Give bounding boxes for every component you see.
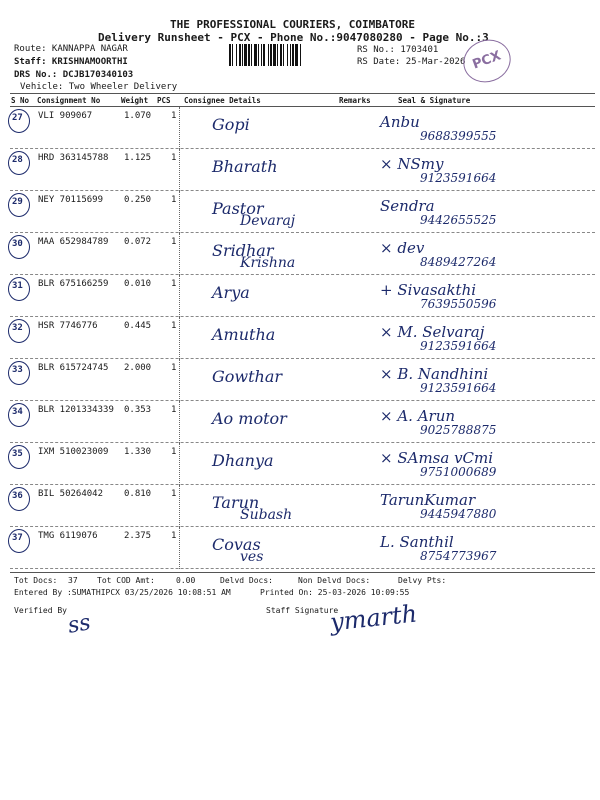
route-label: Route: KANNAPPA NAGAR — [14, 44, 128, 54]
consignee-name: Ao motor — [212, 409, 287, 428]
consignee-name: Gowthar — [212, 367, 283, 386]
column-separator — [179, 527, 180, 569]
consignee-name: Covas — [212, 535, 261, 554]
pcx-stamp: PCX — [457, 33, 516, 89]
row-divider — [10, 190, 595, 191]
column-separator — [179, 443, 180, 485]
signature: Anbu — [380, 113, 420, 131]
signature: L. Santhil — [380, 533, 454, 551]
row-divider — [10, 316, 595, 317]
consignment-number: VLI 909067 — [38, 111, 93, 121]
total-cod-value: 0.00 — [176, 576, 196, 585]
consignee-name: Dhanya — [212, 451, 274, 470]
consignment-number: BIL 50264042 — [38, 489, 104, 499]
row-divider — [10, 442, 595, 443]
consignee-name-line2: Krishna — [240, 255, 296, 271]
verified-by-label: Verified By — [14, 606, 67, 615]
col-remarks: Remarks — [339, 96, 371, 105]
column-separator — [179, 401, 180, 443]
pcs-value: 1 — [171, 195, 177, 205]
serial-number: 30 — [12, 239, 23, 249]
consignment-number: TMG 6119076 — [38, 531, 98, 541]
pcs-value: 1 — [171, 405, 177, 415]
consignment-number: NEY 70115699 — [38, 195, 104, 205]
header-bottom-rule — [10, 106, 595, 107]
row-divider — [10, 484, 595, 485]
signature: × SAmsa vCmi — [380, 449, 494, 467]
serial-number: 28 — [12, 155, 23, 165]
staff-signature-label: Staff Signature — [266, 606, 339, 615]
signature: × dev — [380, 239, 425, 257]
staff-signature: ymarth — [328, 599, 419, 637]
delivered-docs-label: Delvd Docs: — [220, 576, 273, 585]
serial-number: 34 — [12, 407, 23, 417]
barcode — [228, 44, 356, 68]
row-divider — [10, 568, 595, 569]
signature: × NSmy — [380, 155, 444, 173]
weight-value: 1.125 — [124, 153, 152, 163]
serial-number: 36 — [12, 491, 23, 501]
pcs-value: 1 — [171, 489, 177, 499]
consignment-number: BLR 615724745 — [38, 363, 109, 373]
col-consignee: Consignee Details — [184, 96, 261, 105]
serial-number: 31 — [12, 281, 23, 291]
consignment-number: HRD 363145788 — [38, 153, 109, 163]
signature: × M. Selvaraj — [380, 323, 485, 341]
phone-number: 9442655525 — [420, 213, 497, 227]
col-sno: S No — [11, 96, 30, 105]
consignee-name-line2: ves — [240, 549, 264, 565]
weight-value: 2.000 — [124, 363, 152, 373]
consignment-number: BLR 675166259 — [38, 279, 109, 289]
serial-number: 29 — [12, 197, 23, 207]
column-separator — [179, 149, 180, 191]
signature: × B. Nandhini — [380, 365, 489, 383]
pcs-value: 1 — [171, 153, 177, 163]
column-separator — [179, 233, 180, 275]
staff-label: Staff: KRISHNAMOORTHI — [14, 57, 128, 67]
pcs-value: 1 — [171, 363, 177, 373]
consignment-number: MAA 652984789 — [38, 237, 109, 247]
row-divider — [10, 358, 595, 359]
phone-number: 9123591664 — [420, 339, 497, 353]
consignment-number: IXM 510023009 — [38, 447, 109, 457]
consignee-name: Bharath — [212, 157, 278, 176]
entered-by: Entered By :SUMATHIPCX 03/25/2026 10:08:51 AM — [14, 588, 231, 597]
rs-date: RS Date: 25-Mar-2026 — [357, 57, 466, 67]
phone-number: 8489427264 — [420, 255, 497, 269]
pcs-value: 1 — [171, 279, 177, 289]
rs-number: RS No.: 1703401 — [357, 45, 439, 55]
phone-number: 9123591664 — [420, 171, 497, 185]
consignee-name: Gopi — [212, 115, 250, 134]
pcs-value: 1 — [171, 531, 177, 541]
signature: × A. Arun — [380, 407, 456, 425]
pcs-value: 1 — [171, 321, 177, 331]
total-cod-label: Tot COD Amt: — [97, 576, 155, 585]
column-separator — [179, 359, 180, 401]
row-divider — [10, 526, 595, 527]
phone-number: 9751000689 — [420, 465, 497, 479]
phone-number: 9445947880 — [420, 507, 497, 521]
printed-on: Printed On: 25-03-2026 10:09:55 — [260, 588, 410, 597]
row-divider — [10, 274, 595, 275]
signature: TarunKumar — [380, 491, 476, 509]
weight-value: 1.070 — [124, 111, 152, 121]
consignee-name: Sridhar — [212, 241, 274, 260]
row-divider — [10, 232, 595, 233]
vehicle-label: Vehicle: Two Wheeler Delivery — [20, 82, 178, 92]
verified-signature: ss — [66, 610, 93, 639]
col-consignment: Consignment No — [37, 96, 101, 105]
col-seal-signature: Seal & Signature — [398, 96, 471, 105]
serial-number: 37 — [12, 533, 23, 543]
phone-number: 8754773967 — [420, 549, 497, 563]
phone-number: 9025788875 — [420, 423, 497, 437]
row-divider — [10, 148, 595, 149]
consignee-name-line2: Subash — [240, 507, 293, 523]
column-separator — [179, 107, 180, 149]
consignee-name: Amutha — [212, 325, 276, 344]
serial-number: 35 — [12, 449, 23, 459]
weight-value: 0.250 — [124, 195, 152, 205]
consignment-number: HSR 7746776 — [38, 321, 98, 331]
row-divider — [10, 400, 595, 401]
consignee-name: Arya — [212, 283, 250, 302]
serial-number: 27 — [12, 113, 23, 123]
column-separator — [179, 485, 180, 527]
phone-number: 7639550596 — [420, 297, 497, 311]
runsheet-title: Delivery Runsheet - PCX - Phone No.:9047080280 - Page No.:3 — [98, 31, 489, 44]
non-delivered-docs-label: Non Delvd Docs: — [298, 576, 371, 585]
serial-number: 33 — [12, 365, 23, 375]
weight-value: 0.445 — [124, 321, 152, 331]
col-weight: Weight — [121, 96, 149, 105]
total-docs-label: Tot Docs: — [14, 576, 58, 585]
delivery-points-label: Delvy Pts: — [398, 576, 447, 585]
consignment-number: BLR 1201334339 — [38, 405, 114, 415]
phone-number: 9123591664 — [420, 381, 497, 395]
weight-value: 0.010 — [124, 279, 152, 289]
pcs-value: 1 — [171, 447, 177, 457]
company-name: THE PROFESSIONAL COURIERS, COIMBATORE — [170, 18, 416, 31]
weight-value: 1.330 — [124, 447, 152, 457]
drs-label: DRS No.: DCJB170340103 — [14, 70, 134, 80]
consignee-name-line2: Devaraj — [240, 213, 296, 229]
col-pcs: PCS — [157, 96, 171, 105]
consignee-name: Pastor — [212, 199, 264, 218]
header-top-rule — [10, 93, 595, 94]
signature: Sendra — [380, 197, 435, 215]
pcs-value: 1 — [171, 111, 177, 121]
footer-rule — [10, 572, 595, 573]
consignee-name: Tarun — [212, 493, 260, 512]
phone-number: 9688399555 — [420, 129, 497, 143]
column-separator — [179, 275, 180, 317]
weight-value: 0.072 — [124, 237, 152, 247]
weight-value: 0.810 — [124, 489, 152, 499]
pcs-value: 1 — [171, 237, 177, 247]
column-separator — [179, 191, 180, 233]
weight-value: 0.353 — [124, 405, 152, 415]
serial-number: 32 — [12, 323, 23, 333]
total-docs-value: 37 — [68, 576, 78, 585]
weight-value: 2.375 — [124, 531, 152, 541]
signature: + Sivasakthi — [380, 281, 477, 299]
column-separator — [179, 317, 180, 359]
